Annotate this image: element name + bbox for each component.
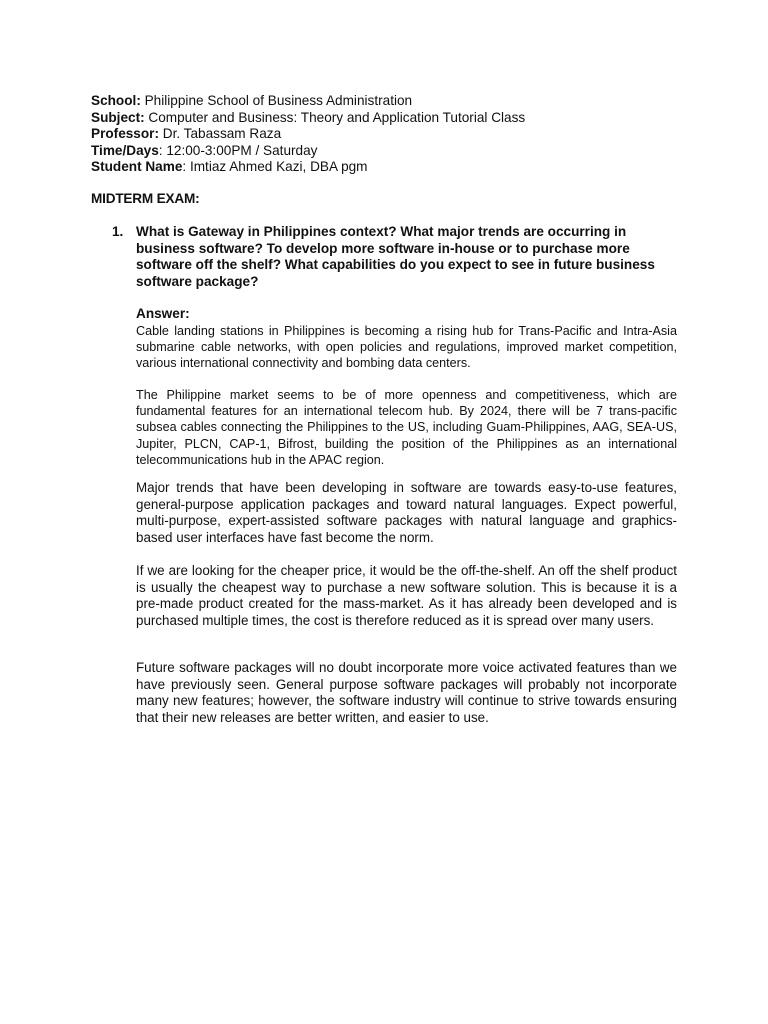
subject-value: Computer and Business: Theory and Application Tutorial Class: [144, 109, 526, 125]
school-row: [91, 93, 525, 110]
student-name-value: : Imtiaz Ahmed Kazi, DBA pgm: [182, 159, 368, 174]
time-days-value: : 12:00-3:00PM / Saturday: [158, 142, 318, 158]
time-days-label: Time/Days: [91, 142, 159, 158]
answer-paragraph: The Philippine market seems to be of more openness and competitiveness, which are fundamental features for an international telecom hub. By 2024, there will be 7 trans-pacific subsea cables connecting the Philippines to the US, including Guam-Philippines, AAG, SEA-US, Jupiter, PLCN, CAP-1, Bifrost, building the position of the Philippines as an international telecommunications hub in the APAC region.: [136, 388, 677, 467]
answer-paragraph: Cable landing stations in Philippines is becoming a rising hub for Trans-Pacific and Intra-Asia submarine cable networks, with open policies and regulations, improved market competition, various international connectivity and bombing data centers.: [136, 324, 677, 371]
school-label: School:: [91, 93, 141, 108]
subject-row: [91, 110, 525, 127]
time-days-row: [91, 143, 525, 160]
answer-paragraph: Future software packages will no doubt incorporate more voice activated features than we have previously seen. General purpose software packages will probably not incorporate many new features; however, the software industry will continue to strive towards ensuring that their new releases are better written, and easier to use.: [136, 660, 677, 725]
course-info-header: [91, 93, 525, 176]
answer-label: Answer:: [136, 306, 190, 321]
answer-paragraph: If we are looking for the cheaper price, it would be the off-the-shelf. An off the shelf product is usually the cheapest way to purchase a new software solution. This is because it is a pre-made product created for the mass-market. As it has already been developed and is purchased multiple times, the cost is therefore reduced as it is spread over many users.: [136, 563, 677, 628]
professor-value: Dr. Tabassam Raza: [159, 126, 282, 141]
question-text: What is Gateway in Philippines context? What major trends are occurring in business software? To develop more software in-house or to purchase more software off the shelf? What capabilities do you expect to see in future business software package?: [136, 224, 655, 289]
student-name-label: Student Name: [91, 159, 183, 174]
subject-label: Subject:: [91, 109, 145, 125]
professor-label: Professor:: [91, 126, 159, 141]
answer-paragraph: Major trends that have been developing in software are towards easy-to-use features, general-purpose application packages and toward natural languages. Expect powerful, multi-purpose, expert-assisted software packages with natural language and graphics-based user interfaces have fast become the norm.: [136, 480, 677, 545]
student-name-row: [91, 159, 525, 176]
exam-title: MIDTERM EXAM:: [91, 191, 200, 206]
professor-row: [91, 126, 525, 143]
question-number: 1.: [112, 224, 124, 239]
school-value: Philippine School of Business Administration: [140, 93, 413, 108]
